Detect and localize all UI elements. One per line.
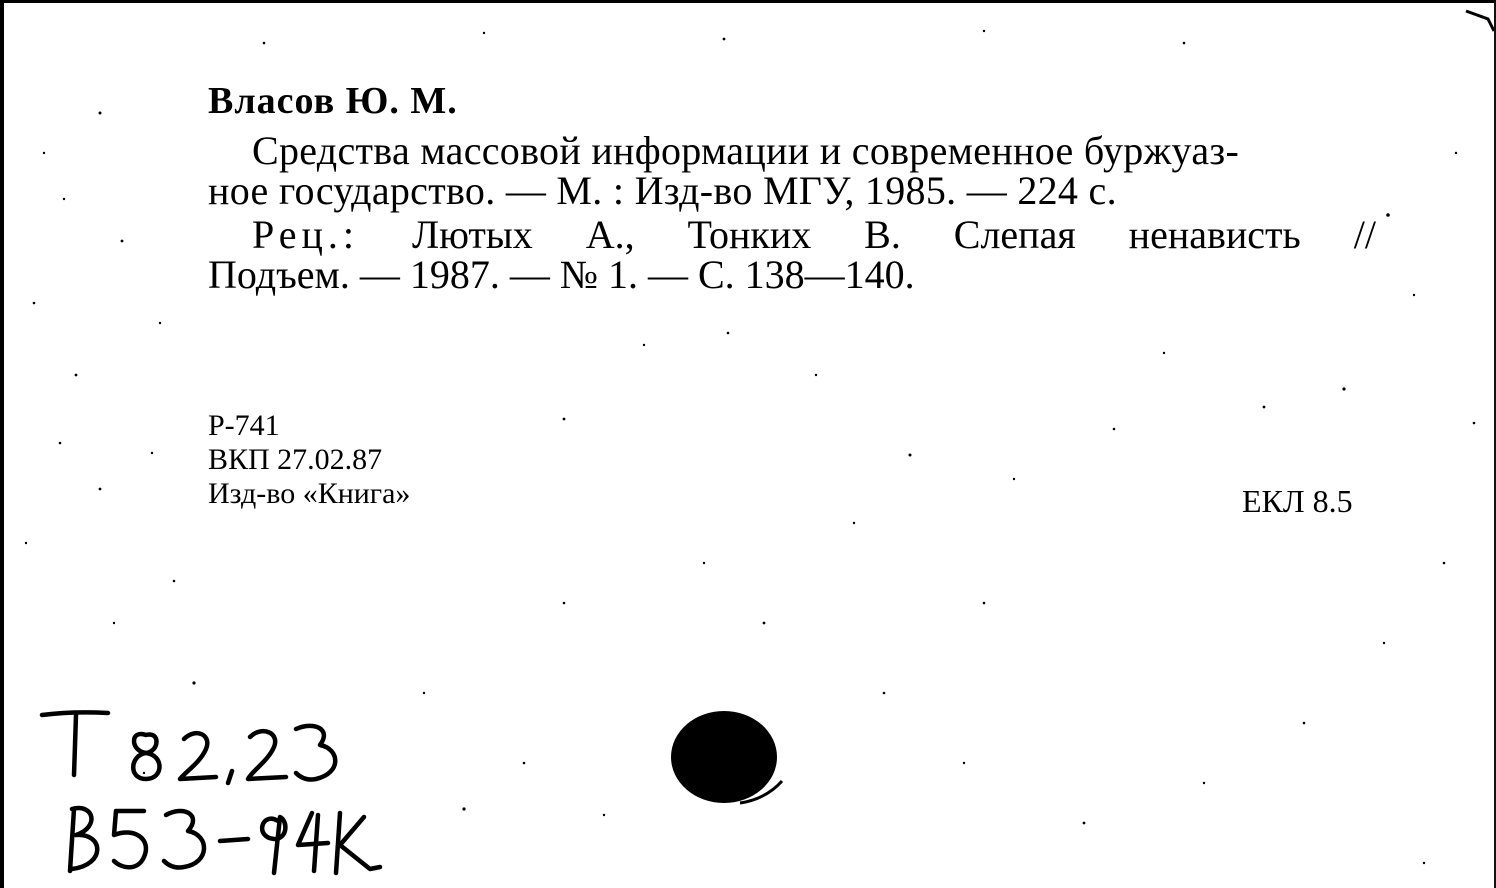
review-word: В. bbox=[864, 212, 901, 257]
handwritten-shelf-mark bbox=[34, 693, 394, 883]
author-heading: Власов Ю. М. bbox=[208, 80, 458, 122]
review-line-2: Подъем. — 1987. — № 1. — С. 138—140. bbox=[208, 252, 915, 297]
classification-code: ЕКЛ 8.5 bbox=[1242, 483, 1353, 519]
review-word: А., bbox=[585, 212, 635, 257]
review-label: Рец.: bbox=[252, 212, 359, 257]
review-word: Слепая bbox=[953, 212, 1076, 257]
review-note bbox=[208, 212, 1376, 297]
review-word: // bbox=[1353, 212, 1376, 257]
meta-line: Р-741 bbox=[208, 409, 280, 442]
review-word: Тонких bbox=[687, 212, 812, 257]
meta-line: ВКП 27.02.87 bbox=[208, 443, 383, 476]
review-word: Лютых bbox=[411, 212, 533, 257]
title-line-1: Средства массовой информации и современное буржуаз- bbox=[252, 128, 1240, 173]
title-description bbox=[208, 128, 1376, 213]
meta-line: Изд-во «Книга» bbox=[208, 477, 411, 510]
catalog-meta bbox=[208, 409, 410, 511]
title-line-2: ное государство. — М. : Изд-во МГУ, 1985. — 224 с. bbox=[208, 168, 1117, 213]
punch-hole bbox=[670, 707, 790, 817]
review-word: ненависть bbox=[1128, 212, 1301, 257]
review-line-1 bbox=[208, 212, 1376, 257]
